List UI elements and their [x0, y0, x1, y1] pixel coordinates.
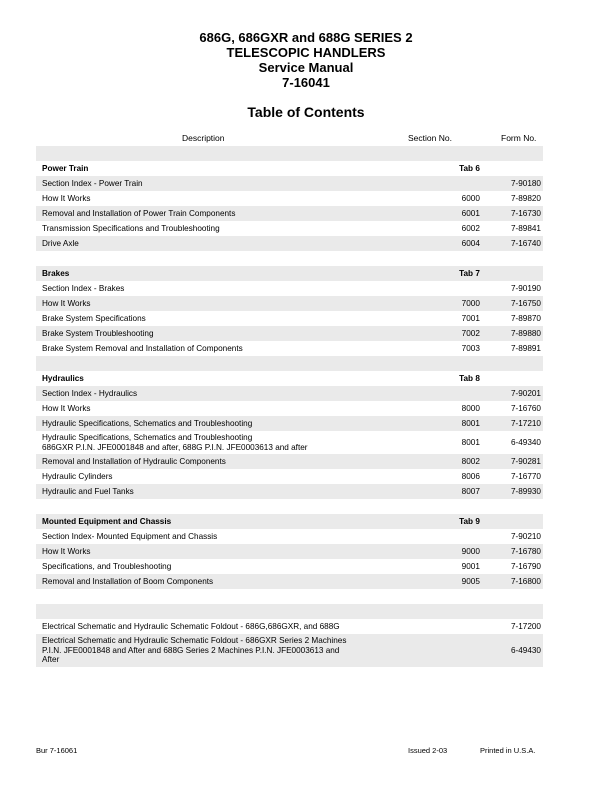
row-form-number: 7-90190	[510, 284, 541, 293]
row-description: Specifications, and Troubleshooting	[42, 561, 172, 571]
row-description: How It Works	[42, 298, 91, 308]
toc-row	[36, 574, 543, 589]
row-section-number: 9005	[461, 577, 480, 587]
toc-row	[36, 206, 543, 221]
row-description: Brake System Troubleshooting	[42, 328, 154, 338]
toc-row	[36, 221, 543, 236]
row-form-number: 7-89820	[510, 194, 541, 203]
section-group-row	[36, 266, 543, 281]
row-section-number: 7001	[461, 314, 480, 323]
row-section-number: 6002	[461, 224, 480, 233]
tab-number: Tab 7	[459, 269, 480, 278]
row-description: Section Index- Mounted Equipment and Chassis	[42, 531, 218, 541]
spacer-row	[36, 356, 543, 371]
row-section-number: 9000	[461, 547, 480, 557]
row-form-number: 7-16770	[510, 472, 541, 482]
row-form-number: 7-16740	[510, 239, 541, 248]
group-title: Brakes	[42, 268, 70, 278]
row-form-number: 7-16780	[510, 547, 541, 557]
toc-row	[36, 296, 543, 311]
row-form-number: 7-17210	[510, 419, 541, 428]
spacer-row	[36, 589, 543, 604]
toc-row	[36, 311, 543, 326]
row-description: Electrical Schematic and Hydraulic Schematic Foldout - 686G,686GXR, and 688G	[42, 621, 340, 631]
toc-row	[36, 341, 543, 356]
tab-number: Tab 6	[459, 164, 480, 173]
toc-row	[36, 559, 543, 574]
spacer-row	[36, 146, 543, 161]
row-section-number: 6000	[461, 194, 480, 203]
toc-row	[36, 236, 543, 251]
row-description: Removal and Installation of Boom Components	[42, 576, 214, 586]
row-description: How It Works	[42, 546, 91, 556]
toc-table	[36, 146, 543, 667]
tab-number: Tab 9	[459, 517, 480, 527]
manual-title-line-3: Service Manual	[258, 60, 354, 75]
manual-title-line-2: TELESCOPIC HANDLERS	[226, 45, 386, 60]
manual-number: 7-16041	[282, 75, 330, 90]
row-form-number: 7-17200	[510, 622, 541, 632]
row-form-number: 6-49340	[510, 438, 541, 448]
spacer-row	[36, 499, 543, 514]
row-form-number: 7-89891	[510, 344, 541, 353]
row-form-number: 7-90180	[510, 179, 541, 188]
manual-title-line-1: 686G, 686GXR and 688G SERIES 2	[199, 30, 413, 45]
row-section-number: 8001	[461, 419, 480, 428]
row-description: Drive Axle	[42, 238, 79, 248]
section-group-row	[36, 514, 543, 529]
group-title: Hydraulics	[42, 373, 84, 383]
row-description: Section Index - Power Train	[42, 178, 143, 188]
row-form-number: 7-89841	[510, 224, 541, 233]
row-description: Brake System Specifications	[42, 313, 146, 323]
tab-number: Tab 8	[459, 374, 480, 383]
section-group-row	[36, 161, 543, 176]
toc-row	[36, 484, 543, 499]
footer-doc-number: Bur 7-16061	[36, 746, 78, 755]
row-description: Transmission Specifications and Troubleshooting	[42, 223, 220, 233]
toc-row	[36, 416, 543, 431]
row-form-number: 6-49430	[510, 646, 541, 656]
section-group-row	[36, 371, 543, 386]
row-description: Hydraulic Specifications, Schematics and Troubleshooting	[42, 418, 253, 428]
row-section-number: 7002	[461, 329, 480, 338]
row-form-number: 7-16750	[510, 299, 541, 308]
spacer-row	[36, 251, 543, 266]
row-description: Removal and Installation of Power Train Components	[42, 208, 236, 218]
row-form-number: 7-90210	[510, 532, 541, 542]
row-description: How It Works	[42, 193, 91, 203]
row-section-number: 7003	[461, 344, 480, 353]
toc-row	[36, 619, 543, 634]
row-section-number: 7000	[461, 299, 480, 308]
row-form-number: 7-90281	[510, 457, 541, 467]
toc-row	[36, 191, 543, 206]
row-form-number: 7-89930	[510, 487, 541, 497]
row-form-number: 7-89880	[510, 329, 541, 338]
toc-row	[36, 176, 543, 191]
toc-row	[36, 529, 543, 544]
row-form-number: 7-16760	[510, 404, 541, 413]
title-block	[0, 30, 612, 90]
toc-row	[36, 544, 543, 559]
row-description: Hydraulic and Fuel Tanks	[42, 486, 134, 496]
toc-row	[36, 454, 543, 469]
row-form-number: 7-16730	[510, 209, 541, 218]
row-description: Hydraulic Cylinders	[42, 471, 113, 481]
row-section-number: 6004	[461, 239, 480, 248]
row-form-number: 7-16800	[510, 577, 541, 587]
row-section-number: 9001	[461, 562, 480, 572]
toc-row	[36, 281, 543, 296]
row-section-number: 8000	[461, 404, 480, 413]
row-description: Section Index - Brakes	[42, 283, 125, 293]
row-description: Brake System Removal and Installation of Components	[42, 343, 243, 353]
toc-row	[36, 469, 543, 484]
group-title: Mounted Equipment and Chassis	[42, 516, 172, 526]
spacer-row	[36, 604, 543, 619]
toc-row	[36, 431, 543, 454]
toc-title: Table of Contents	[247, 104, 365, 120]
row-description: Electrical Schematic and Hydraulic Schematic Foldout - 686GXR Series 2 Machines P.I.N. JFE0001848 and After and 688G Series 2 Machines P.I.N. JFE0003613 and After	[42, 636, 347, 665]
row-form-number: 7-89870	[510, 314, 541, 323]
row-description: Removal and Installation of Hydraulic Components	[42, 456, 226, 466]
footer-printed: Printed in U.S.A.	[480, 746, 536, 755]
row-form-number: 7-90201	[510, 389, 541, 398]
column-header-section: Section No.	[408, 133, 452, 143]
group-title: Power Train	[42, 163, 89, 173]
column-header-description: Description	[182, 133, 225, 143]
row-section-number: 8006	[461, 472, 480, 482]
row-description: How It Works	[42, 403, 91, 413]
footer-issued: Issued 2-03	[408, 746, 448, 755]
toc-row	[36, 634, 543, 667]
toc-row	[36, 401, 543, 416]
row-description: Section Index - Hydraulics	[42, 388, 138, 398]
toc-row	[36, 326, 543, 341]
row-section-number: 8002	[461, 457, 480, 467]
column-header-form: Form No.	[501, 133, 537, 143]
row-section-number: 8001	[461, 438, 480, 448]
toc-row	[36, 386, 543, 401]
row-form-number: 7-16790	[510, 562, 541, 572]
row-section-number: 8007	[461, 487, 480, 497]
row-section-number: 6001	[461, 209, 480, 218]
row-description: Hydraulic Specifications, Schematics and Troubleshooting 686GXR P.I.N. JFE0001848 and after, 688G P.I.N. JFE0003613 and after	[42, 433, 308, 452]
